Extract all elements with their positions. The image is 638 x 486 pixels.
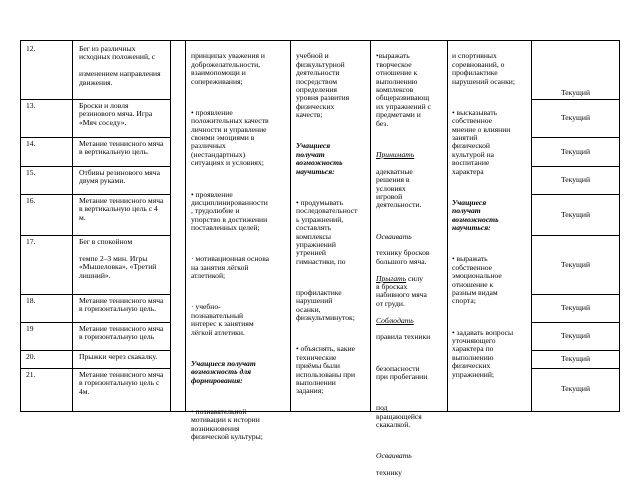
activity-verb: Принимать (376, 149, 415, 159)
activity-text: технику бросков большого мяча. (376, 248, 430, 266)
outcome-text: · учебно- познавательный интерес к занятиям лёгкой атлетики. (191, 302, 254, 337)
control-type: Текущий (560, 354, 591, 363)
outcome-text: • проявление дисциплинированности , трудолюбие и упорство в достижении поставленных целей; (191, 189, 268, 233)
control-type: Текущий (560, 303, 591, 312)
row-number: 19 (26, 324, 34, 333)
row-line-left (20, 350, 170, 351)
lesson-topic: Метание теннисного мяча в горизонтальную цель. (79, 296, 164, 314)
row-number: 13. (26, 101, 36, 110)
col-line (447, 40, 448, 412)
outcomes-personal (191, 44, 289, 442)
control-type: Текущий (560, 331, 591, 340)
row-line-left (20, 137, 170, 138)
lesson-topic: Бег в спокойном темпе 2–3 мин. Игры «Мышеловка», «Третий лишний». (79, 237, 157, 280)
col-line (290, 40, 291, 412)
control-type: Текущий (560, 88, 591, 97)
row-line-right (531, 294, 620, 295)
row-number: 15. (26, 168, 36, 177)
col-line (72, 40, 73, 412)
row-line-left (20, 194, 170, 195)
row-line-left (20, 368, 170, 369)
outcome-heading: Учащиеся получат возможность для формирования: (191, 358, 256, 385)
activity-text: •выражать творческое отношение к выполнению комплексов общеразвивающ их упражнений с предметами и без. (376, 51, 431, 128)
outcome-text: • проявление положительных качеств личности и управление своими эмоциями в различных (нестандартных) ситуациях и условиях; (191, 107, 269, 168)
row-line-right (531, 166, 620, 167)
lesson-topic: Отбивы резинового мяча двумя руками. (79, 168, 160, 186)
row-line-right (531, 322, 620, 323)
control-type: Текущий (560, 210, 591, 219)
activity-text: под вращающейся скакалкой. (376, 403, 422, 430)
col-line (170, 40, 171, 412)
outcome-text: • продумывать последовательност ь упражнений, составлять комплексы упражнений утренней гимнастики, по (296, 197, 358, 266)
outcome-heading: Учащиеся получат возможность научиться: (296, 141, 343, 176)
row-line-right (531, 99, 620, 100)
row-line-left (20, 235, 170, 236)
col-line (370, 40, 371, 412)
outcomes-subject (452, 44, 530, 410)
outcome-text: профилактике нарушений осанки, физкультминуток; (296, 287, 355, 323)
control-type: Текущий (560, 384, 591, 393)
row-line-left (20, 322, 170, 323)
control-type: Текущий (560, 113, 591, 122)
lesson-topic: Метание теннисного мяча в вертикальную цель. (79, 139, 164, 157)
row-line-right (531, 368, 620, 369)
row-number: 21. (26, 370, 36, 379)
student-activity (376, 44, 446, 478)
activity-verb: Соблюдать (376, 315, 414, 325)
activity-text: технику (376, 468, 402, 478)
outcome-text: · мотивационная основа на занятия лёгкой атлетикой; (191, 254, 270, 281)
activity-text: безопасности при пробегании (376, 363, 428, 382)
outcome-text: принципах уважения и доброжелательности, взаимопомощи и сопереживания; (191, 51, 265, 86)
activity-text: адекватные решения в условиях игровой деятельности. (376, 166, 422, 210)
outcome-text: • познавательной мотивации к истории возникновения физической культуры; (191, 406, 263, 442)
row-line-left (20, 99, 170, 100)
row-line-right (531, 194, 620, 195)
control-type: Текущий (560, 175, 591, 184)
outcomes-meta (296, 44, 369, 410)
lesson-topic: Броски и ловля резинового мяча. Игра «Мяч соседу». (79, 101, 153, 127)
outcome-text: • высказывать собственное мнение о влиянии занятий физической культурой на воспитание характера (452, 107, 511, 176)
lesson-topic: Бег из различных исходных положений, с изменением направления движения. (79, 44, 161, 87)
outcome-text: • задавать вопросы уточняющего характера по выполнению физических упражнений; (452, 327, 514, 379)
lesson-topic: Метание теннисного мяча в горизонтальную цель (79, 324, 164, 342)
col-line (619, 40, 620, 412)
row-number: 12. (26, 44, 36, 53)
outcome-text: и спортивных соревнований, о профилактике нарушений осанки; (452, 51, 515, 86)
lesson-topic: Метание теннисного мяча в горизонтальную цель с 4м. (79, 370, 164, 396)
activity-verb: Прыгать (376, 273, 407, 283)
row-line-right (531, 137, 620, 138)
row-line-right (531, 350, 620, 351)
outcome-text: • объяснять, какие технические приёмы были использованы при выполнении задания; (296, 344, 356, 396)
lesson-topic: Метание теннисного мяча в вертикальную цель с 4 м. (79, 196, 164, 222)
activity-verb: Осваивать (376, 231, 412, 241)
row-number: 16. (26, 196, 36, 205)
activity-verb: Осваивать (376, 451, 412, 461)
row-line-left (20, 166, 170, 167)
outcome-text: • выражать собственное эмоциональное отношение к разным видам спорта; (452, 254, 502, 306)
row-number: 14. (26, 139, 36, 148)
lesson-topic: Прыжки через скакалку. (79, 352, 158, 361)
row-number: 20. (26, 352, 36, 361)
outcome-text: учебной и физкультурной деятельности посредством определения уровня развития физических качеств; (296, 51, 350, 120)
activity-text: силу в бросках набивного мяча от груди. (376, 273, 427, 308)
col-line (20, 40, 21, 412)
activity-text: правила техники (376, 332, 431, 342)
control-type: Текущий (560, 260, 591, 269)
row-number: 18. (26, 296, 36, 305)
row-line-left (20, 294, 170, 295)
row-number: 17. (26, 237, 36, 246)
row-line-right (531, 235, 620, 236)
outcome-heading: Учащиеся получат возможность научиться: (452, 197, 499, 233)
col-line (185, 40, 186, 412)
table-border-bottom (20, 411, 620, 412)
table-border-top (20, 40, 620, 41)
control-type: Текущий (560, 147, 591, 156)
